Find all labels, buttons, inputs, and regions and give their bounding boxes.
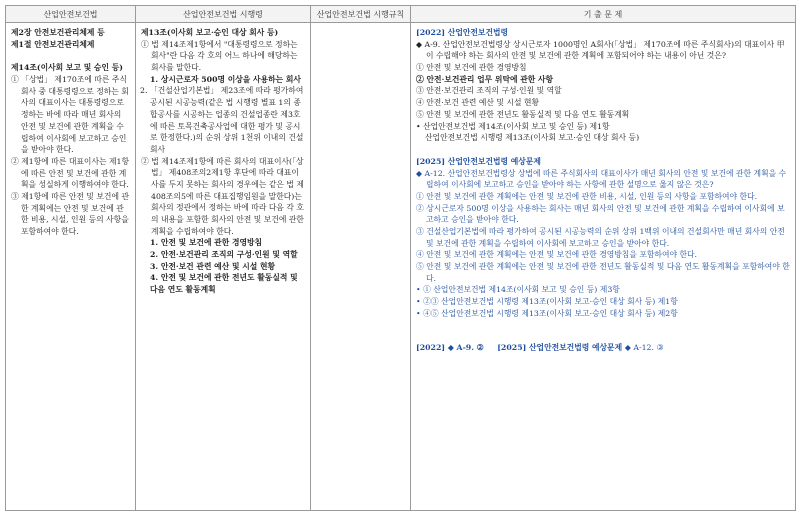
question-line-10: [2025] 산업안전보건법령 예상문제 [416, 156, 541, 166]
footer-answer-a9: ◆ A-9. ② [447, 342, 484, 352]
content-row [6, 23, 796, 511]
decree-line-5: 1. 안전 및 보건에 관한 경영방침 [150, 238, 263, 248]
decree-column [136, 23, 311, 511]
question-line-12: ① 안전 및 보건에 관한 계획에는 안전 및 보건에 관한 비용, 시설, 인원 등의 사항을 포함하여야 한다. [416, 191, 758, 201]
questions-body [416, 27, 790, 320]
answer-footer [416, 342, 790, 354]
question-line-11: ◆ A-12. 산업안전보건법령상 상법에 따른 주식회사의 대표이사가 매년 회사의 안전 및 보건에 관한 계획을 수립하여 이사회에 보고하고 승인을 받아야 하는 사항에 관한 설명으로 옳지 않은 것은? [416, 168, 787, 190]
question-line-3: ② 안전·보건관리 업무 위탁에 관한 사항 [416, 74, 554, 84]
act-line-2 [11, 50, 130, 62]
question-line-6: ⑤ 안전 및 보건에 관한 전년도 활동실적 및 다음 연도 활동계획 [416, 109, 630, 119]
law-comparison-table [5, 5, 796, 511]
question-line-17: • ① 산업안전보건법 제14조(이사회 보고 및 승인 등) 제3항 [416, 285, 620, 295]
question-line-2: ① 안전 및 보건에 관한 경영방침 [416, 63, 527, 73]
question-line-9 [416, 144, 790, 156]
footer-answer-a12: ◆ A-12. ③ [624, 342, 664, 352]
header-row [6, 6, 796, 23]
decree-line-4: ② 법 제14조제1항에 따른 회사의 대표이사(「상법」 제408조의2제1항 후단에 따라 대표이사를 두지 못하는 회사의 경우에는 같은 법 제408조의5에 따른 대표집행임원을 말한다)는 회사의 정관에서 정하는 바에 따라 다음 각 호의 내용을 포함한 회사의 안전 및 보건에 관한 계획을 수립하여야 한다. [141, 156, 304, 236]
decree-line-8: 4. 안전 및 보건에 관한 전년도 활동실적 및 다음 연도 활동계획 [150, 273, 298, 295]
decree-line-0: 제13조(이사회 보고·승인 대상 회사 등) [141, 28, 279, 37]
footer-year-2025: [2025] 산업안전보건법령 예상문제 [497, 342, 623, 352]
question-line-16: ⑤ 안전 및 보건에 관한 계획에는 안전 및 보건에 관한 전년도 활동실적 및 다음 연도 활동계획을 포함하여야 한다. [416, 262, 790, 283]
act-column [6, 23, 136, 511]
act-line-3: 제14조(이사회 보고 및 승인 등) [11, 63, 123, 73]
decree-line-3: 2. 「건설산업기본법」 제23조에 따라 평가하여 공시된 시공능력(같은 법 시행령 별표 1의 종합공사를 시공하는 업종의 건설업종란 제3호에 따른 토목건축공사업에 대한 평가 및 공시로 한정한다.)의 순위 상위 1천위 이내의 건설회사 [140, 86, 304, 154]
act-line-1: 제1절 안전보건관리체제 [11, 39, 95, 49]
question-line-4: ③ 안전·보건관리 조직의 구성·인원 및 역할 [416, 86, 562, 96]
question-line-7: • 산업안전보건법 제14조(이사회 보고 및 승인 등) 제1항 [416, 121, 610, 131]
decree-line-2: 1. 상시근로자 500명 이상을 사용하는 회사 [150, 74, 301, 84]
question-line-8: 산업안전보건법 시행령 제13조(이사회 보고·승인 대상 회사 등) [425, 133, 640, 143]
questions-column [411, 23, 796, 511]
decree-line-7: 3. 안전·보건 관련 예산 및 시설 현황 [150, 261, 276, 271]
question-line-19: • ④⑤ 산업안전보건법 시행령 제13조(이사회 보고·승인 대상 회사 등) 제2항 [416, 308, 678, 318]
question-line-5: ④ 안전·보건 관련 예산 및 시설 현황 [416, 98, 540, 108]
header-past-questions: 기 출 문 제 [411, 6, 796, 23]
rules-column [311, 23, 411, 511]
decree-line-1: ① 법 제14조제1항에서 "대통령령으로 정하는 회사"란 다음 각 호의 어느 하나에 해당하는 회사를 말한다. [141, 39, 298, 73]
decree-line-6: 2. 안전·보건관리 조직의 구성·인원 및 역할 [150, 250, 298, 260]
act-line-4: ① 「상법」 제170조에 따른 주식회사 중 대통령령으로 정하는 회사의 대표이사는 대통령령으로 정하는 바에 따라 매년 회사의 안전 및 보건에 관한 계획을 수립하여 이사회에 보고하고 승인을 받아야 한다. [11, 75, 129, 155]
question-line-13: ② 상시근로자 500명 이상을 사용하는 회사는 매년 회사의 안전 및 보건에 관한 계획을 수립하여 이사회에 보고하고 승인을 받아야 한다. [416, 203, 785, 225]
question-line-14: ③ 건설산업기본법에 따라 평가하여 공시된 시공능력의 순위 상위 1백위 이내의 건설회사만 매년 회사의 안전 및 보건에 관한 계획을 수립하여 이사회에 보고하고 승인을 받아야 한다. [416, 227, 785, 248]
question-line-0: [2022] 산업안전보건법령 [416, 28, 509, 37]
act-line-5: ② 제1항에 따른 대표이사는 제1항에 따른 안전 및 보건에 관한 계획을 성실하게 이행하여야 한다. [11, 156, 130, 190]
question-line-1: ◆ A-9. 산업안전보건법령상 상시근로자 1000명인 A회사(「상법」 제170조에 따른 주식회사)의 대표이사 甲이 수립해야 하는 회사의 안전 및 보건에 관한 계획에 포함되어야 하는 내용이 아닌 것은? [416, 39, 785, 61]
question-line-15: ④ 안전 및 보건에 관한 계획에는 안전 및 보건에 관한 경영방침을 포함하여야 한다. [416, 250, 698, 260]
act-line-0: 제2장 안전보건관리체제 등 [11, 28, 105, 37]
act-line-6: ③ 제1항에 따른 안전 및 보건에 관한 계획에는 안전 및 보건에 관한 비용, 시설, 인원 등의 사항을 포함하여야 한다. [11, 191, 130, 236]
question-line-18: • ②③ 산업안전보건법 시행령 제13조(이사회 보고·승인 대상 회사 등) 제1항 [416, 297, 678, 307]
header-act: 산업안전보건법 [6, 6, 136, 23]
header-rules: 산업안전보건법 시행규칙 [311, 6, 411, 23]
header-decree: 산업안전보건법 시행령 [136, 6, 311, 23]
footer-year-2022: [2022] [416, 342, 446, 352]
